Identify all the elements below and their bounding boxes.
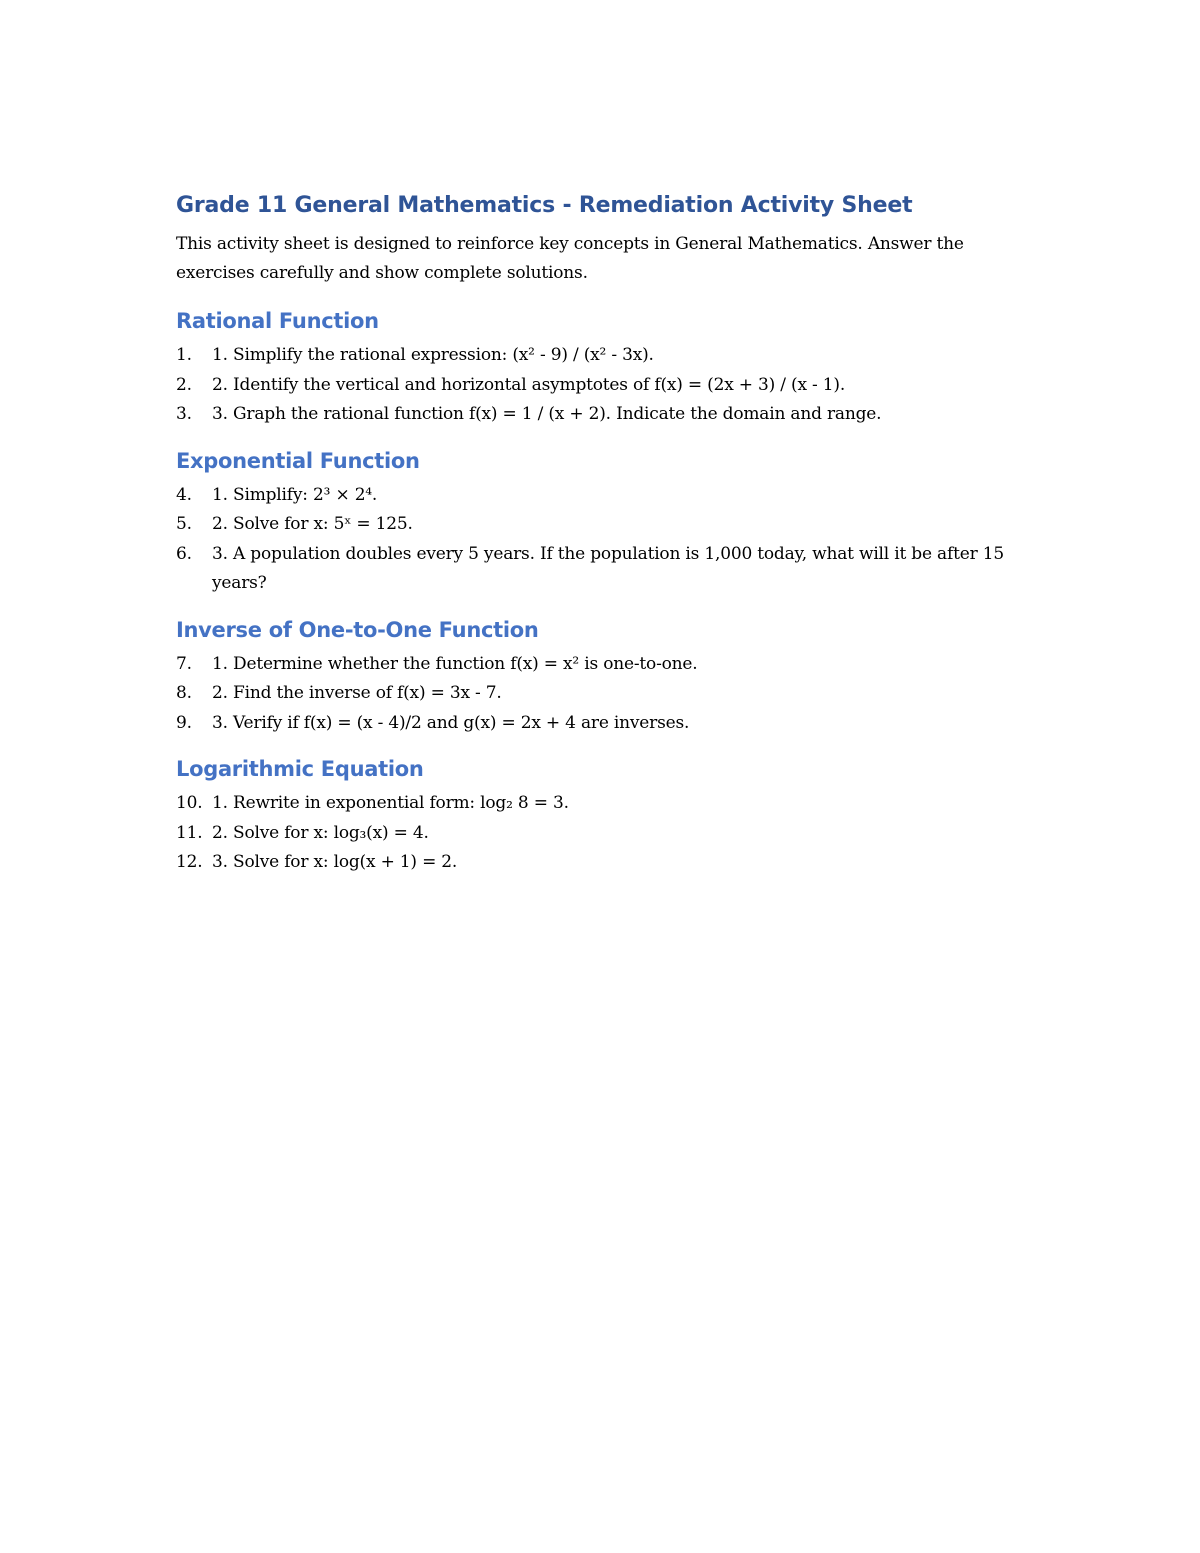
exercise-number: 9. xyxy=(176,712,192,733)
exercise-list xyxy=(176,650,1006,739)
document-title: Grade 11 General Mathematics - Remediation Activity Sheet xyxy=(176,193,913,218)
exercise-number: 5. xyxy=(176,514,192,534)
exercise-text: 3. A population doubles every 5 years. If the population is 1,000 today, what will it be after 15 years? xyxy=(212,543,1004,593)
exercise-item xyxy=(176,510,1006,540)
exercise-text: 1. Simplify the rational expression: (x² - 9) / (x² - 3x). xyxy=(212,345,654,365)
exercise-item xyxy=(176,341,1006,371)
exercise-number: 10. xyxy=(176,793,203,813)
section-heading: Inverse of One-to-One Function xyxy=(176,617,539,642)
exercise-text: 3. Graph the rational function f(x) = 1 / (x + 2). Indicate the domain and range. xyxy=(212,404,882,424)
exercise-list xyxy=(176,789,1006,878)
exercise-number: 1. xyxy=(176,345,192,365)
exercise-text: 1. Simplify: 2³ × 2⁴. xyxy=(212,484,378,505)
intro-paragraph: This activity sheet is designed to reinforce key concepts in General Mathematics. Answer the exercises carefully and show complete solutions. xyxy=(176,234,964,283)
section-exponential-function xyxy=(176,446,1006,599)
exercise-number: 11. xyxy=(176,822,203,843)
exercise-list xyxy=(176,481,1006,599)
exercise-item xyxy=(176,400,1006,430)
exercise-item xyxy=(176,481,1006,511)
exercise-number: 8. xyxy=(176,683,192,703)
exercise-item xyxy=(176,819,1006,849)
section-logarithmic-equation xyxy=(176,754,1006,878)
exercise-item xyxy=(176,371,1006,401)
exercise-number: 2. xyxy=(176,374,192,395)
section-inverse-function xyxy=(176,615,1006,739)
exercise-number: 4. xyxy=(176,484,192,505)
document-body xyxy=(176,190,1006,894)
exercise-text: 1. Rewrite in exponential form: log₂ 8 = 3. xyxy=(212,793,569,813)
exercise-text: 2. Solve for x: log₃(x) = 4. xyxy=(212,822,429,843)
exercise-item xyxy=(176,709,1006,739)
exercise-item xyxy=(176,679,1006,709)
exercise-item xyxy=(176,540,1006,599)
exercise-item xyxy=(176,789,1006,819)
exercise-number: 12. xyxy=(176,852,203,872)
exercise-text: 2. Find the inverse of f(x) = 3x - 7. xyxy=(212,683,502,703)
exercise-text: 3. Solve for x: log(x + 1) = 2. xyxy=(212,852,458,872)
section-heading: Rational Function xyxy=(176,309,379,333)
exercise-number: 7. xyxy=(176,653,192,674)
exercise-text: 2. Identify the vertical and horizontal asymptotes of f(x) = (2x + 3) / (x - 1). xyxy=(212,374,846,395)
section-heading: Logarithmic Equation xyxy=(176,757,424,781)
exercise-text: 2. Solve for x: 5ˣ = 125. xyxy=(212,514,413,534)
exercise-list xyxy=(176,341,1006,430)
section-heading: Exponential Function xyxy=(176,448,420,473)
exercise-text: 1. Determine whether the function f(x) = x² is one-to-one. xyxy=(212,653,698,674)
exercise-item xyxy=(176,848,1006,878)
section-rational-function xyxy=(176,306,1006,430)
exercise-number: 3. xyxy=(176,404,192,424)
exercise-number: 6. xyxy=(176,543,192,564)
exercise-item xyxy=(176,650,1006,680)
exercise-text: 3. Verify if f(x) = (x - 4)/2 and g(x) = 2x + 4 are inverses. xyxy=(212,712,690,733)
